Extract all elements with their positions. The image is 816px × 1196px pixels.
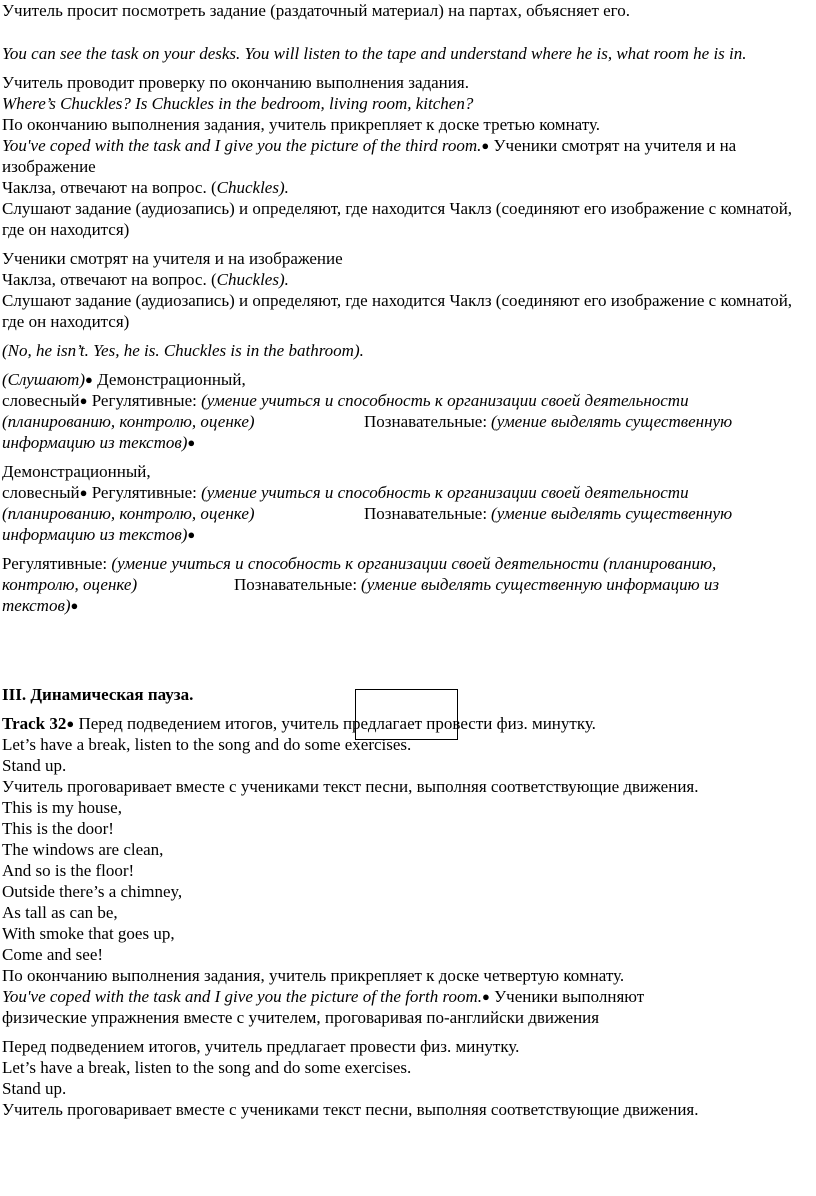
song-line: And so is the floor! (2, 861, 135, 880)
teacher-speech: You can see the task on your desks. You will listen to the tape and understand where he is, what room he is in. (2, 44, 747, 63)
teacher-speech: You've coped with the task and I give you the picture of the forth room. (2, 987, 483, 1006)
regulatory-text: контролю, оценке) (2, 575, 138, 594)
student-activity (2, 177, 808, 198)
song-line: Come and see! (2, 945, 104, 964)
student-activity: Слушают задание (аудиозапись) и определяют, где находится Чаклз (соединяют его изображение с комнатой, где он находится) (2, 291, 793, 331)
cognitive-label: Познавательные: (364, 412, 488, 431)
student-activity: Учитель проговаривает вместе с учениками текст песни, выполняя соответствующие движения. (2, 1100, 699, 1119)
bullet-icon: ● (66, 716, 75, 731)
competencies-line (2, 390, 808, 411)
instruction-text: Учитель проводит проверку по окончанию выполнения задания. (2, 73, 469, 92)
empty-box (355, 689, 458, 740)
student-activity: физические упражнения вместе с учителем, проговаривая по-английски движения (2, 1008, 600, 1027)
song-line: This is the door! (2, 819, 114, 838)
cognitive-text: (умение выделять существенную (491, 504, 733, 523)
student-activity: Ученики смотрят на учителя и на изображение (2, 249, 343, 268)
teacher-question: Where’s Chuckles? Is Chuckles in the bedroom, living room, kitchen? (2, 94, 474, 113)
student-answer: (No, he isn’t. Yes, he is. Chuckles is in the bathroom). (2, 341, 364, 360)
teacher-speech: Let’s have a break, listen to the song and do some exercises. (2, 735, 412, 754)
section-heading: III. Динамическая пауза. (2, 685, 194, 704)
cognitive-text: (умение выделять существенную (491, 412, 733, 431)
instruction-text: Учитель проговаривает вместе с учениками текст песни, выполняя соответствующие движения. (2, 777, 699, 796)
song-line: The windows are clean, (2, 840, 164, 859)
bullet-icon: ● (482, 989, 490, 1004)
teacher-speech-line (2, 135, 808, 177)
regulatory-text: (умение учиться и способность к организации своей деятельности (201, 483, 689, 502)
student-activity (2, 269, 808, 290)
regulatory-text: (умение учиться и способность к организации своей деятельности (планированию, (111, 554, 717, 573)
song-line: With smoke that goes up, (2, 924, 175, 943)
method-text: Демонстрационный, (92, 370, 246, 389)
competencies-line (2, 524, 808, 545)
bullet-icon: ● (79, 393, 88, 408)
bullet-icon: ● (187, 527, 196, 542)
regulatory-label: Регулятивные: (2, 554, 112, 573)
activity-label: (Слушают) (2, 370, 85, 389)
teacher-speech-line (2, 986, 808, 1007)
song-line: As tall as can be, (2, 903, 118, 922)
teacher-speech: You've coped with the task and I give you the picture of the third room. (2, 136, 482, 155)
bullet-icon: ● (481, 138, 490, 153)
student-activity: Слушают задание (аудиозапись) и определяют, где находится Чаклз (соединяют его изображение с комнатой, где он находится) (2, 199, 793, 239)
song-line: Outside there’s a chimney, (2, 882, 183, 901)
track-label: Track 32 (2, 714, 67, 733)
competencies-line (2, 595, 808, 616)
bullet-icon: ● (79, 485, 88, 500)
method-text: Демонстрационный, (2, 462, 151, 481)
cognitive-text: (умение выделять существенную информацию из (361, 575, 719, 594)
competencies-block-1 (2, 390, 808, 453)
regulatory-text: (планированию, контролю, оценке) (2, 412, 255, 431)
document-page (2, 0, 808, 1120)
bullet-icon: ● (187, 435, 196, 450)
regulatory-text: (умение учиться и способность к организации своей деятельности (201, 391, 689, 410)
bullet-icon: ● (70, 598, 79, 613)
bullet-icon: ● (85, 372, 93, 387)
regulatory-text: (планированию, контролю, оценке) (2, 504, 255, 523)
competencies-line (2, 503, 808, 524)
cognitive-label: Познавательные: (234, 575, 358, 594)
answer-text: Chuckles). (216, 270, 289, 289)
competencies-line (2, 482, 808, 503)
instruction-text: По окончанию выполнения задания, учитель прикрепляет к доске третью комнату. (2, 115, 601, 134)
competencies-line (2, 432, 808, 453)
instruction-text: Перед подведением итогов, учитель предлагает провести физ. минутку. (74, 714, 596, 733)
regulatory-label: Регулятивные: (87, 483, 202, 502)
cognitive-text: информацию из текстов) (2, 433, 188, 452)
activity-text: Чаклза, отвечают на вопрос. ( (2, 178, 217, 197)
competencies-line (2, 574, 808, 595)
instruction-text: Учитель просит посмотреть задание (раздаточный материал) на партах, объясняет его. (2, 1, 630, 20)
competencies-block-3 (2, 553, 808, 616)
competencies-line (2, 553, 808, 574)
cognitive-text: информацию из текстов) (2, 525, 188, 544)
student-activity: Ученики смотрят на учителя и на изображение (2, 136, 737, 176)
method-text: словесный (2, 391, 80, 410)
answer-text: Chuckles). (216, 178, 289, 197)
competencies-block-2 (2, 482, 808, 545)
cognitive-text: текстов) (2, 596, 71, 615)
regulatory-label: Регулятивные: (87, 391, 202, 410)
student-activity: Перед подведением итогов, учитель предлагает провести физ. минутку. (2, 1037, 520, 1056)
student-activity: Let’s have a break, listen to the song and do some exercises. (2, 1058, 412, 1077)
cognitive-label: Познавательные: (364, 504, 488, 523)
method-text: словесный (2, 483, 80, 502)
song-line: This is my house, (2, 798, 122, 817)
methods-line (2, 369, 808, 390)
competencies-line (2, 411, 808, 432)
teacher-speech: Stand up. (2, 756, 67, 775)
instruction-text: По окончанию выполнения задания, учитель прикрепляет к доске четвертую комнату. (2, 966, 625, 985)
activity-text: Чаклза, отвечают на вопрос. ( (2, 270, 217, 289)
student-activity: Stand up. (2, 1079, 67, 1098)
student-activity: Ученики выполняют (489, 987, 645, 1006)
